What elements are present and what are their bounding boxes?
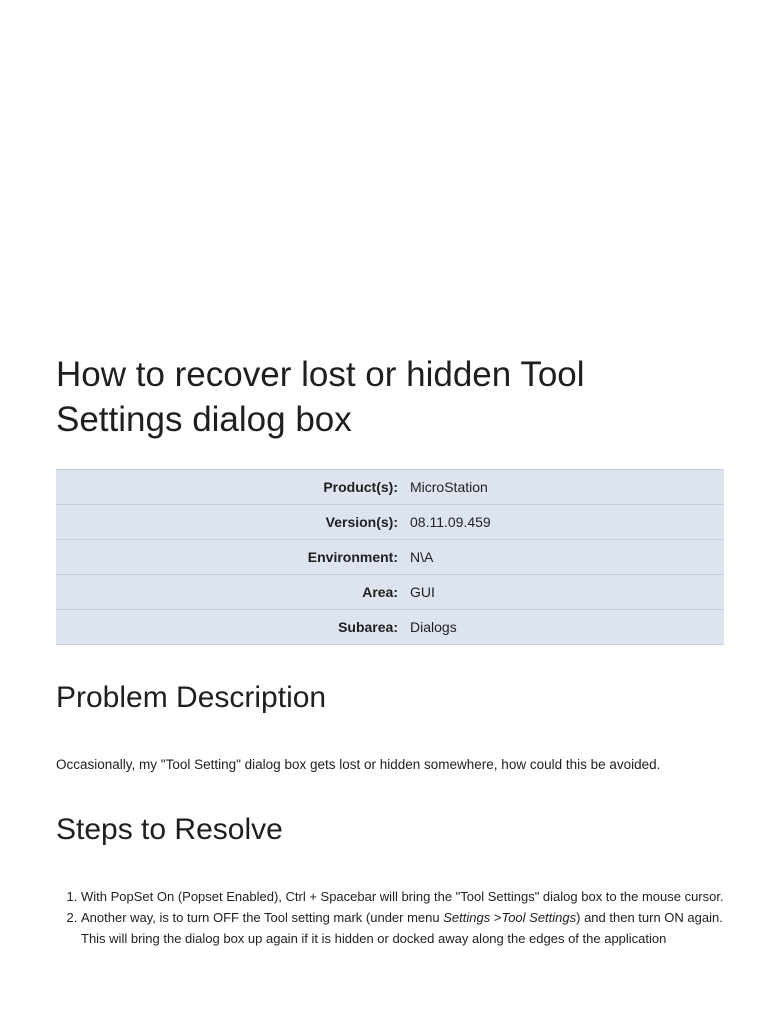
step-2-text-post: ) and then turn ON again. This will bring the dialog box up again if it is hidden or docked away along the edges of the application xyxy=(81,910,723,946)
step-2-text-mid: > xyxy=(490,910,502,925)
meta-label-subarea: Subarea: xyxy=(338,619,398,635)
steps-heading: Steps to Resolve xyxy=(56,813,283,846)
meta-value-environment: N\A xyxy=(410,549,434,565)
table-row xyxy=(56,540,724,575)
page-title: How to recover lost or hidden Tool Settings dialog box xyxy=(56,355,585,439)
meta-value-subarea: Dialogs xyxy=(410,619,457,635)
meta-value-product: MicroStation xyxy=(410,479,488,495)
step-2-text-pre: Another way, is to turn OFF the Tool setting mark (under menu xyxy=(81,910,444,925)
list-item xyxy=(81,886,749,907)
meta-value-area: GUI xyxy=(410,584,435,600)
step-2-menu-settings: Settings xyxy=(443,910,491,925)
steps-list xyxy=(56,886,749,949)
meta-value-version: 08.11.09.459 xyxy=(410,514,491,530)
metadata-table xyxy=(56,469,724,645)
step-2-menu-tool-settings: Tool Settings xyxy=(501,910,577,925)
list-item xyxy=(81,907,749,949)
meta-label-area: Area: xyxy=(362,584,398,600)
problem-text: Occasionally, my "Tool Setting" dialog box gets lost or hidden somewhere, how could this be avoided. xyxy=(56,757,661,772)
step-1-text: With PopSet On (Popset Enabled), Ctrl + Spacebar will bring the "Tool Settings" dialog box to the mouse cursor. xyxy=(81,889,724,904)
meta-label-product: Product(s): xyxy=(323,479,398,495)
table-row xyxy=(56,505,724,540)
problem-heading: Problem Description xyxy=(56,681,327,714)
table-row xyxy=(56,470,724,505)
table-row xyxy=(56,575,724,610)
meta-label-version: Version(s): xyxy=(325,514,398,530)
meta-label-environment: Environment: xyxy=(307,549,398,565)
table-row xyxy=(56,610,724,645)
